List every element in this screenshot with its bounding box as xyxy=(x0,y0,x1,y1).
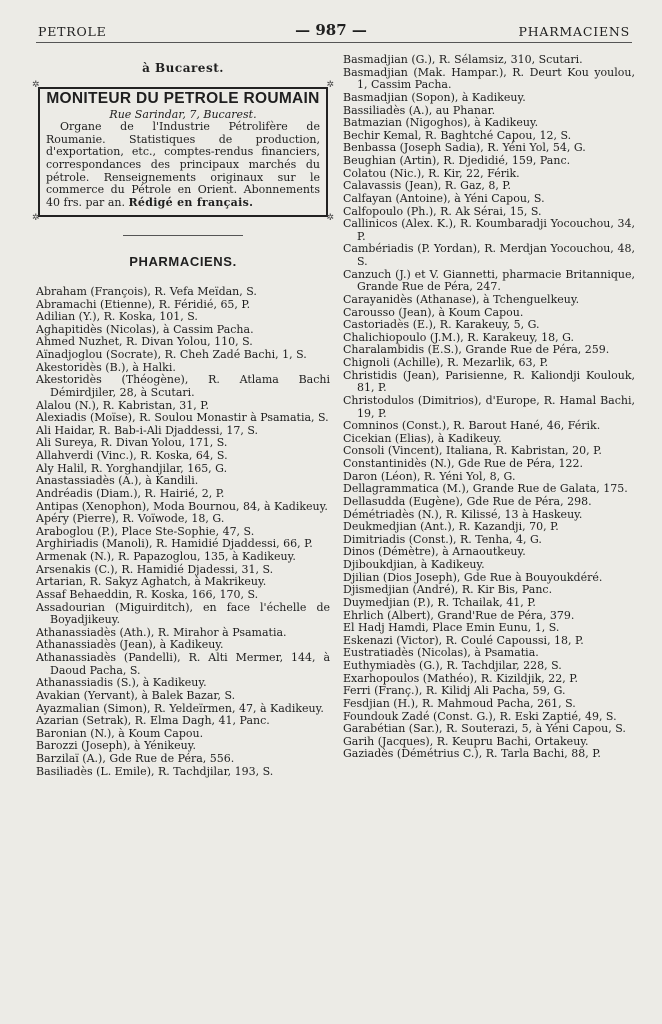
directory-entry: Barozzi (Joseph), à Yénikeuy. xyxy=(36,739,196,753)
directory-entry: Constantinidès (N.), Gde Rue de Péra, 122. xyxy=(343,457,584,470)
directory-entry: Beughian (Artin), R. Djedidié, 159, Panc. xyxy=(343,154,571,167)
left-entry-list xyxy=(36,286,330,778)
directory-entry: Basiliadès (L. Emile), R. Tachdjilar, 193, S. xyxy=(36,764,274,778)
directory-entry: Démétriadès (N.), R. Kilissé, 13 à Haskeuy. xyxy=(343,507,583,521)
directory-entry: Athanassiadès (Ath.), R. Mirahor à Psamatia. xyxy=(36,625,287,639)
directory-entry: Garabétian (Sar.), R. Souterazi, 5, à Yéni Capou, S. xyxy=(343,722,626,736)
directory-entry: Ayazmalian (Simon), R. Yeldeïrmen, 47, à Kadikeuy. xyxy=(36,701,324,715)
directory-entry: Arghiriadis (Manoli), R. Hamidié Djaddessi, 66, P. xyxy=(36,537,313,551)
directory-entry: Batmazian (Nigoghos), à Kadikeuy. xyxy=(343,116,539,130)
directory-entry: Ferri (Franç.), R. Kilidj Ali Pacha, 59, G. xyxy=(343,684,566,698)
ad-bold-text: Rédigé en français. xyxy=(128,195,254,209)
directory-entry: Djismedjian (André), R. Kir Bis, Panc. xyxy=(343,583,553,597)
directory-entry: Charalambidis (E.S.), Grande Rue de Péra, 259. xyxy=(343,343,610,357)
header-rule xyxy=(36,42,632,43)
directory-entry: Athanassiadès (Jean), à Kadikeuy. xyxy=(36,638,224,652)
running-head-left: PETROLE xyxy=(38,24,107,39)
directory-entry: Basmadjian (Sopon), à Kadikeuy. xyxy=(343,90,526,104)
ornament-icon: ✲ xyxy=(32,212,40,223)
directory-entry: Armenak (N.), R. Papazoglou, 135, à Kadikeuy. xyxy=(36,550,296,564)
right-column xyxy=(343,54,635,761)
ad-body-text: Organe de l'Industrie Pétrolifère de Roumanie. Statistiques de production, d'exportation, etc., comptes-rendus financiers, correspondances des principaux marchés du pétrole. Renseignements originaux sur le commerce du Pétrole en Orient. Abonnements 40 frs. par an. xyxy=(46,120,320,209)
directory-entry: Aly Halil, R. Yorghandjilar, 165, G. xyxy=(36,461,228,475)
directory-entry: Christidis (Jean), Parisienne, R. Kaliondji Koulouk, 81, P. xyxy=(343,368,635,395)
city-heading: à Bucarest. xyxy=(142,61,224,75)
directory-entry: Carayanidès (Athanase), à Tchenguelkeuy. xyxy=(343,292,580,306)
directory-entry: Dellasudda (Eugène), Gde Rue de Péra, 298. xyxy=(343,494,592,508)
directory-entry: Artarian, R. Sakyz Aghatch, à Makrikeuy. xyxy=(36,575,267,589)
ad-address: Rue Sarindar, 7, Bucarest. xyxy=(109,107,257,121)
directory-entry: Djilian (Dios Joseph), Gde Rue à Bouyoukdéré. xyxy=(343,570,603,584)
directory-entry: Euthymiadès (G.), R. Tachdjilar, 228, S. xyxy=(343,659,562,672)
directory-entry: Bechir Kemal, R. Baghtché Capou, 12, S. xyxy=(343,128,572,142)
directory-entry: Ali Haidar, R. Bab-i-Ali Djaddessi, 17, S. xyxy=(36,423,258,437)
page-header xyxy=(0,0,662,44)
directory-entry: Dinos (Démètre), à Arnaoutkeuy. xyxy=(343,545,526,559)
directory-entry: Eskenazi (Victor), R. Coulé Capoussi, 18, P. xyxy=(343,633,584,647)
directory-entry: Barzilaï (A.), Gde Rue de Péra, 556. xyxy=(36,752,235,766)
directory-entry: Araboglou (P.), Place Ste-Sophie, 47, S. xyxy=(36,524,255,538)
directory-entry: Dellagrammatica (M.), Grande Rue de Galata, 175. xyxy=(343,482,628,496)
section-divider xyxy=(123,235,243,236)
directory-entry: Foundouk Zadé (Const. G.), R. Eski Zaptié, 49, S. xyxy=(343,709,617,723)
directory-entry: Dimitriadis (Const.), R. Tenha, 4, G. xyxy=(343,532,542,546)
running-head-right: PHARMACIENS xyxy=(518,24,630,39)
directory-entry: Djiboukdjian, à Kadikeuy. xyxy=(343,558,485,571)
directory-entry: Consoli (Vincent), Italiana, R. Kabristan, 20, P. xyxy=(343,444,602,458)
directory-entry: Castoriadès (E.), R. Karakeuy, 5, G. xyxy=(343,318,540,332)
directory-entry: Akestoridès (Théogène), R. Atlama Bachi Démirdjiler, 28, à Scutari. xyxy=(36,373,330,399)
directory-entry: Garih (Jacques), R. Keupru Bachi, Ortakeuy. xyxy=(343,734,589,748)
directory-entry: Arsenakis (C.), R. Hamidié Djadessi, 31, S. xyxy=(36,562,274,576)
directory-entry: Duymedjian (P.), R. Tchailak, 41, P. xyxy=(343,595,536,609)
directory-entry: Basmadjian (G.), R. Sélamsiz, 310, Scutari. xyxy=(343,53,583,66)
directory-entry: Comninos (Const.), R. Barout Hané, 46, Férik. xyxy=(343,419,601,433)
directory-entry: Aghapitidès (Nicolas), à Cassim Pacha. xyxy=(36,322,254,336)
directory-entry: Fesdjian (H.), R. Mahmoud Pacha, 261, S. xyxy=(343,696,576,710)
directory-entry: Callinicos (Alex. K.), R. Koumbaradji Yocouchou, 34, P. xyxy=(343,217,635,243)
directory-entry: Calfayan (Antoine), à Yéni Capou, S. xyxy=(343,191,545,205)
directory-entry: Alexiadis (Moïse), R. Soulou Monastir à Psamatia, S. xyxy=(36,411,329,425)
directory-entry: Chignoli (Achille), R. Mezarlik, 63, P. xyxy=(343,356,549,369)
directory-entry: Alalou (N.), R. Kabristan, 31, P. xyxy=(36,398,209,412)
directory-entry: Baronian (N.), à Koum Capou. xyxy=(36,726,204,740)
directory-entry: Benbassa (Joseph Sadia), R. Yéni Yol, 54, G. xyxy=(343,141,586,155)
directory-entry: Abraham (François), R. Vefa Meïdan, S. xyxy=(36,284,257,298)
left-column xyxy=(32,54,334,778)
ad-body xyxy=(46,121,320,209)
ornament-icon: ✲ xyxy=(32,80,40,90)
directory-entry: Aïnadjoglou (Socrate), R. Cheh Zadé Bachi, 1, S. xyxy=(36,348,307,362)
directory-entry: Avakian (Yervant), à Balek Bazar, S. xyxy=(36,688,236,702)
directory-entry: Gaziadès (Démétrius C.), R. Tarla Bachi, 88, P. xyxy=(343,747,601,761)
directory-entry: Calfopoulo (Ph.), R. Ak Sérai, 15, S. xyxy=(343,204,542,218)
directory-entry: Assaf Behaeddin, R. Koska, 166, 170, S. xyxy=(36,587,259,601)
directory-entry: Ahmed Nuzhet, R. Divan Yolou, 110, S. xyxy=(36,335,253,349)
directory-entry: Canzuch (J.) et V. Giannetti, pharmacie Britannique, Grande Rue de Péra, 247. xyxy=(343,267,635,294)
directory-entry: Ali Sureya, R. Divan Yolou, 171, S. xyxy=(36,436,228,450)
directory-entry: Anastassiadès (A.), à Kandili. xyxy=(36,474,199,488)
directory-entry: Assadourian (Miguirditch), en face l'échelle de Boyadjikeuy. xyxy=(36,600,330,627)
directory-entry: Cicekian (Elias), à Kadikeuy. xyxy=(343,431,502,445)
advertisement-box xyxy=(32,80,334,223)
directory-entry: Andréadis (Diam.), R. Hairié, 2, P. xyxy=(36,486,225,500)
directory-entry: Deukmedjian (Ant.), R. Kazandji, 70, P. xyxy=(343,520,559,534)
directory-entry: Exarhopoulos (Mathéo), R. Kizildjik, 22, P. xyxy=(343,671,578,685)
directory-entry: Ehrlich (Albert), Grand'Rue de Péra, 379. xyxy=(343,608,575,622)
directory-entry: Azarian (Setrak), R. Elma Dagh, 41, Panc. xyxy=(36,714,270,728)
section-title: PHARMACIENS. xyxy=(129,254,237,270)
directory-entry: El Hadj Hamdi, Place Emin Eunu, 1, S. xyxy=(343,621,560,635)
ad-title: MONITEUR DU PETROLE ROUMAIN xyxy=(46,90,320,107)
directory-entry: Apéry (Pierre), R. Voïwode, 18, G. xyxy=(36,512,225,526)
directory-entry: Carousso (Jean), à Koum Capou. xyxy=(343,305,524,319)
directory-entry: Abramachi (Etienne), R. Féridié, 65, P. xyxy=(36,297,251,311)
directory-entry: Colatou (Nic.), R. Kir, 22, Férik. xyxy=(343,166,520,180)
page-number: — 987 — xyxy=(295,21,367,39)
directory-entry: Akestoridès (B.), à Halki. xyxy=(36,360,176,374)
directory-entry: Chalichiopoulo (J.M.), R. Karakeuy, 18, G. xyxy=(343,330,575,344)
directory-entry: Athanassiadès (Pandelli), R. Alti Mermer, 144, à Daoud Pacha, S. xyxy=(36,651,330,677)
right-entry-list xyxy=(343,54,635,761)
directory-entry: Allahverdi (Vinc.), R. Koska, 64, S. xyxy=(36,449,228,463)
ornament-icon: ✲ xyxy=(326,212,334,223)
directory-entry: Calavassis (Jean), R. Gaz, 8, P. xyxy=(343,179,511,193)
directory-entry: Daron (Léon), R. Yéni Yol, 8, G. xyxy=(343,469,516,483)
directory-entry: Christodulos (Dimitrios), d'Europe, R. Hamal Bachi, 19, P. xyxy=(343,393,635,420)
directory-entry: Eustratiadès (Nicolas), à Psamatia. xyxy=(343,646,539,660)
directory-entry: Cambériadis (P. Yordan), R. Merdjan Yocouchou, 48, S. xyxy=(343,242,635,268)
ornament-icon: ✲ xyxy=(326,80,334,90)
directory-entry: Athanassiadis (S.), à Kadikeuy. xyxy=(36,676,207,690)
directory-entry: Adilian (Y.), R. Koska, 101, S. xyxy=(36,310,198,324)
directory-entry: Bassiliadès (A.), au Phanar. xyxy=(343,103,496,117)
directory-entry: Basmadjian (Mak. Hampar.), R. Deurt Kou youlou, 1, Cassim Pacha. xyxy=(343,65,635,92)
directory-entry: Antipas (Xenophon), Moda Bournou, 84, à Kadikeuy. xyxy=(36,499,328,513)
